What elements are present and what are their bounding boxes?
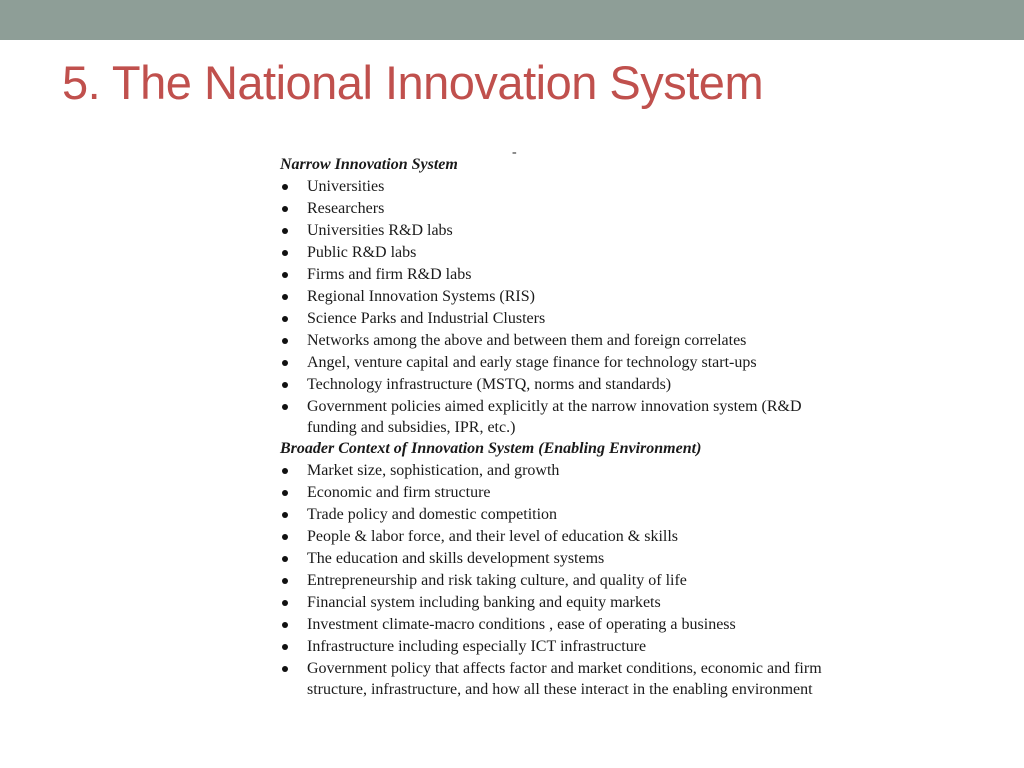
list-item: Financial system including banking and equity markets [280, 592, 840, 614]
slide-title: 5. The National Innovation System [62, 56, 764, 109]
narrow-bullet-list [280, 176, 840, 438]
list-item: People & labor force, and their level of education & skills [280, 526, 840, 548]
narrow-section-heading: Narrow Innovation System [280, 156, 458, 173]
list-item: Technology infrastructure (MSTQ, norms and standards) [280, 374, 840, 396]
top-accent-bar [0, 0, 1024, 40]
list-item: Infrastructure including especially ICT infrastructure [280, 636, 840, 658]
list-item: Angel, venture capital and early stage finance for technology start-ups [280, 352, 840, 374]
stray-mark: - [512, 145, 517, 160]
list-item: Investment climate-macro conditions , ease of operating a business [280, 614, 840, 636]
list-item: Government policies aimed explicitly at the narrow innovation system (R&D funding and subsidies, IPR, etc.) [280, 396, 840, 438]
list-item: Entrepreneurship and risk taking culture, and quality of life [280, 570, 840, 592]
list-item: Researchers [280, 198, 840, 220]
list-item: The education and skills development systems [280, 548, 840, 570]
list-item: Economic and firm structure [280, 482, 840, 504]
document-image [280, 154, 840, 700]
list-item: Universities [280, 176, 840, 198]
list-item: Regional Innovation Systems (RIS) [280, 286, 840, 308]
list-item: Science Parks and Industrial Clusters [280, 308, 840, 330]
list-item: Market size, sophistication, and growth [280, 460, 840, 482]
list-item: Public R&D labs [280, 242, 840, 264]
list-item: Firms and firm R&D labs [280, 264, 840, 286]
list-item: Universities R&D labs [280, 220, 840, 242]
list-item: Networks among the above and between them and foreign correlates [280, 330, 840, 352]
list-item: Government policy that affects factor and market conditions, economic and firm structure, infrastructure, and how all these interact in the enabling environment [280, 658, 840, 700]
broader-bullet-list [280, 460, 840, 700]
list-item: Trade policy and domestic competition [280, 504, 840, 526]
broader-section-heading: Broader Context of Innovation System (Enabling Environment) [280, 440, 702, 457]
